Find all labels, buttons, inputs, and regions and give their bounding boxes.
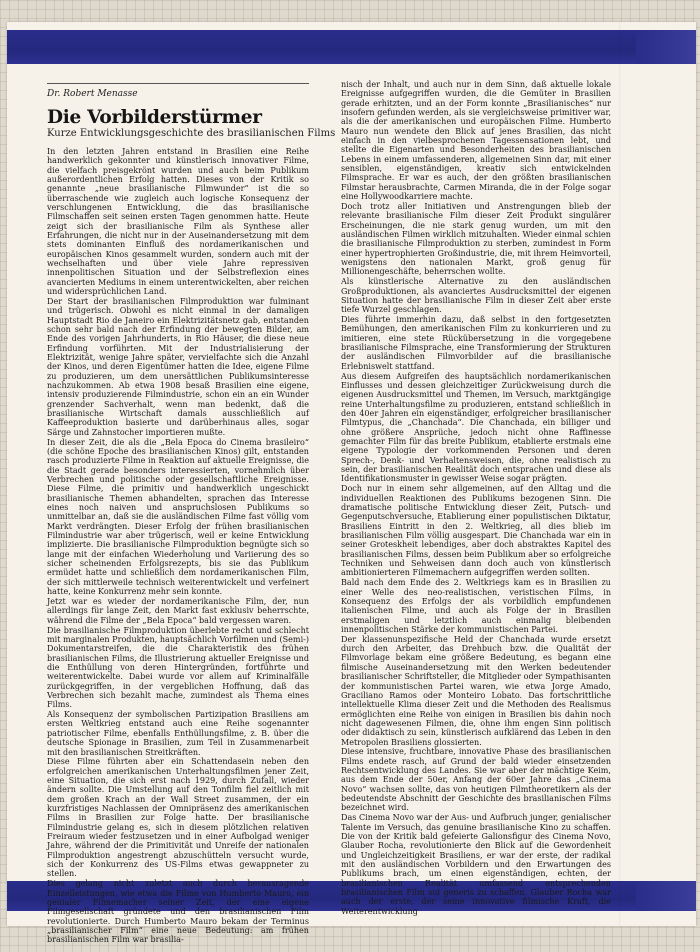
paragraph: Bald nach dem Ende des 2. Weltkriegs kam es in Brasilien zu einer Welle des neo-realistischen, veristischen Films, in Konsequenz des Erfolgs der als vorbildlich empfundenen italienischen Filme, und auch als Folge der in Brasilien erstmaligen und letztlich auch einmalig bleibenden innenpolitischen Stärke der kommunistischen Partei. <box>341 578 611 634</box>
magazine-page <box>7 22 696 945</box>
paragraph: Doch nur in einem sehr allgemeinen, auf den Alltag und die individuellen Reaktionen des Publikums bezogenen Sinn. Die dramatische politische Entwicklung dieser Zeit, Putsch- und Gegenputschversuche, Etablierung einer populistischen Diktatur, Brasiliens Eintritt in den 2. Weltkrieg, all dies blieb im brasilianischen Film völlig ausgespart. Die Chanchada war ein in seiner Groteskheit lebendiges, aber doch abstraktes Kapitel des brasilianischen Films, dessen beim Publikum aber so erfolgreiche Techniken und Sehweisen dann doch auch von künstlerisch ambitionierteren Filmemachern aufgegriffen werden sollten. <box>341 484 611 578</box>
article-subtitle: Kurze Entwicklungsgeschichte des brasilianischen Films <box>47 128 336 139</box>
paragraph: Aus diesem Aufgreifen des hauptsächlich nordamerikanischen Einflusses und dessen gleichzeitiger Zurückweisung durch die eigenen Ausdrucksmittel und Themen, im Versuch, marktgängige reine Unterhaltungsfilme zu produzieren, entstand schließlich in den 40er Jahren ein eigenständiger, erfolgreicher brasilianischer Filmtypus, die „Chanchada“. Die Chanchada, ein billiger und ohne größere Ansprüche, jedoch nicht ohne Raffinesse gemachter Film für das breite Publikum, etablierte erstmals eine eigene Typologie der vorkommenden Personen und deren Sprech-, Denk- und Verhaltensweisen, die, ohne realistisch zu sein, der brasilianischen Realität doch entsprachen und diese als Identifikationsmuster in gewisser Weise sogar prägten. <box>341 371 611 484</box>
author-line: Dr. Robert Menasse <box>47 83 309 99</box>
paragraph: Dies gelang nicht zuletzt auch durch herausragende Einzelleistungen, wie etwa die Filme von Humberto Mauro, ein genialer Filmemacher seiner Zeit, der eine eigene Filmgesellschaft gründete und den brasilianischen Film revolutionierte. Durch Humberto Mauro bekam der Terminus „brasilianischer Film“ eine neue Bedeutung: am frühen brasilianischen Film war brasilia- <box>47 879 309 945</box>
paragraph: nisch der Inhalt, und auch nur in dem Sinn, daß aktuelle lokale Ereignisse aufgegriffen wurden, die die Gemüter in Brasilien gerade erhitzten, und an der Form konnte „Brasilianisches“ nur insofern gefunden werden, als sie vergleichsweise primitiver war, als die der amerikanischen und europäischen Filme. Humberto Mauro nun wendete den Blick auf jenes Brasilien, das nicht einfach in den vielbesprochenen Tagessensationen lebt, und stellte die Eigenarten und Besonderheiten des brasilianischen Lebens in einem umfassenderen, allgemeinen Sinn dar, mit einer sensiblen, eigenständigen, kreativ sich entwickelnden Filmsprache. Er war es auch, der den größten brasilianischen Filmstar herausbrachte, Carmen Miranda, die in der Folge sogar eine Hollywoodkarriere machte. <box>341 80 611 202</box>
article-title: Die Vorbilderstürmer <box>47 107 262 128</box>
paragraph: Das Cinema Novo war der Aus- und Aufbruch junger, genialischer Talente im Versuch, das genuine brasilianische Kino zu schaffen. Die von der Kritik bald gefeierte Galionsfigur des Cinema Novo, Glauber Rocha, revolutionierte den Blick auf die Gewordenheit und Ungleichzeitigkeit Brasiliens, er war der erste, der radikal mit den ausländischen Vorbildern und den Erwartungen des Publikums brach, um einen eigenständigen, echten, der brasilianischen Realität umfassend entsprechenden brasilianischen Film sui generis zu schaffen. Glauber Rocha war auch der erste, der seine innovative filmische Kraft, die Weiterentwicklung <box>341 813 611 916</box>
paragraph: Jetzt war es wieder der nordamerikanische Film, der, nun allerdings für lange Zeit, den Markt fast exklusiv beherrschte, während die Filme der „Bela Epoca“ bald vergessen waren. <box>47 597 309 625</box>
paragraph: Diese Filme führten aber ein Schattendasein neben den erfolgreichen amerikanischen Unterhaltungsfilmen jener Zeit, eine Situation, die sich erst nach 1929, durch Zufall, wieder ändern sollte. Die Umstellung auf den Tonfilm fiel zeitlich mit dem großen Krach an der Wall Street zusammen, der ein kurzfristiges Nachlassen der Omnipräsenz des amerikanischen Films in Brasilien zur Folge hatte. Der brasilianische Filmindustrie gelang es, sich in diesem plötzlichen relativen Freiraum wieder festzusetzen und in einer Aufbolgad weniger Jahre, während der die Primitivität und Unreife der nationalen Filmproduktion angestrengt abzuschütteln versucht wurde, sich der Konkurrenz des US-Films etwas gewappneter zu stellen. <box>47 757 309 879</box>
page-fold <box>619 22 621 926</box>
paragraph: Als künstlerische Alternative zu den ausländischen Großproduktionen, als avanciertes Ausdrucksmittel der eigenen Situation hatte der brasilianische Film in dieser Zeit aber erste tiefe Wurzel geschlagen. <box>341 277 611 315</box>
paragraph: Doch trotz aller Initiativen und Anstrengungen blieb der relevante brasilianische Film dieser Zeit Produkt singulärer Erscheinungen, die nie stark genug wurden, um mit den ausländischen Filmen wirklich mitzuhalten. Wieder einmal schien die brasilianische Filmproduktion zu sterben, zumindest in Form einer hypertrophierten Großindustrie, die, mit ihrem Heimvorteil, wenigstens den nationalen Markt, groß genug für Millionengeschäfte, beherrschen wollte. <box>341 201 611 277</box>
paragraph: Der klassenunspezifische Held der Chanchada wurde ersetzt durch den Arbeiter, das Drehbuch bzw. die Qualität der Filmvorlage bekam eine größere Bedeutung, es begann eine filmische Auseinandersetzung mit den Werken bedeutender brasilianischer Schriftsteller, die Mitglieder oder Sympathisanten der kommunistischen Partei waren, wie etwa Jorge Amado, Graciliano Ramos oder Monteiro Lobato. Das fortschrittliche intellektuelle Klima dieser Zeit und die Methoden des Realismus ermöglichten eine Reihe von einigen in Brasilien bis dahin noch nicht dagewesenen Filmen, die, ohne ihm engen Sinn politisch oder didaktisch zu sein, künstlerisch aufklärend das Leben in den Metropolen Brasiliens glossierten. <box>341 634 611 747</box>
band-tab <box>636 881 696 911</box>
band-tab <box>636 30 696 64</box>
paragraph: Dies führte immerhin dazu, daß selbst in den fortgesetzten Bemühungen, den amerikanischen Film zu konkurrieren und zu imitieren, eine stete Rückübersetzung in die vorgegebene brasilianische Filmsprache, eine Transformierung der Strukturen der ausländischen Filmvorbilder auf die brasilianische Erlebniswelt stattfand. <box>341 315 611 371</box>
paragraph: Diese intensive, fruchtbare, innovative Phase des brasilianischen Films endete rasch, auf Grund der bald wieder einsetzenden Rechtsentwicklung des Landes. Sie war aber der mächtige Keim, aus dem Ende der 50er, Anfang der 60er Jahre das „Cinema Novo“ wachsen sollte, das von heutigen Filmtheoretikern als der bedeutendste Abschnitt der Geschichte des brasilianischen Films bezeichnet wird. <box>341 747 611 813</box>
left-text-column <box>47 147 309 945</box>
top-blue-band <box>7 30 696 64</box>
paragraph: Als Konsequenz der symbolischen Partizipation Brasiliens am ersten Weltkrieg entstand auch eine Reihe sogenannter patriotischer Filme, ebenfalls Enthüllungsfilme, z. B. über die deutsche Spionage in Brasilien, zum Teil in Zusammenarbeit mit den brasilianischen Streitkräften. <box>47 710 309 757</box>
paragraph: In dieser Zeit, die als die „Bela Epoca do Cinema brasileiro“ (die schöne Epoche des brasilianischen Kinos) gilt, entstanden rasch produzierte Filme in Reaktion auf aktuelle Ereignisse, die die Stadt gerade besonders interessierten, vornehmlich über Verbrechen und politische oder gesellschaftliche Ereignisse. Diese Filme, die primitiv und handwerklich ungeschickt brasilianische Themen abhandelten, sprachen das Interesse eines noch naiven und anspruchslosen Publikums so unmittelbar an, daß sie die ausländischen Filme fast völlig vom Markt verdrängten. Dieser Erfolg der frühen brasilianischen Filmindustrie war aber trügerisch, weil er keine Entwicklung implizierte. Die brasilianische Filmproduktion begnügte sich so lange mit der einfachen Wiederholung und Variierung des so sicher scheinenden Erfolgsrezepts, bis sie das Publikum ermüdet hatte und schließlich dem nordamerikanischen Film, der sich mittlerweile technisch weiterentwickelt und verfeinert hatte, keine Konkurrenz mehr sein konnte. <box>47 437 309 597</box>
paragraph: In den letzten Jahren entstand in Brasilien eine Reihe handwerklich gekonnter und künstlerisch innovativer Filme, die vielfach preisgekrönt wurden und auch beim Publikum außerordentlichen Erfolg hatten. Dieses von der Kritik so genannte „neue brasilianische Filmwunder“ ist die so überraschende wie zugleich auch logische Konsequenz der verschlungenen Entwicklung, die das brasilianische Filmschaffen seit seinen ersten Tagen genommen hatte. Heute zeigt sich der brasilianische Film als Synthese aller Erfahrungen, die nicht nur in der Auseinandersetzung mit dem stets dominanten Einfluß des nordamerikanischen und europäischen Kinos gesammelt wurden, sondern auch mit der wechselhaften und über viele Jahre repressiven innenpolitischen Situation und der Selbstreflexion eines avancierten Mediums in einem unterentwickelten, aber reichen und widersprüchlichen Land. <box>47 147 309 297</box>
paragraph: Der Start der brasilianischen Filmproduktion war fulminant und trügerisch. Obwohl es nicht einmal in der damaligen Hauptstadt Rio de Janeiro ein Elektrizitätsnetz gab, entstanden schon sehr bald nach der Erfindung der bewegten Bilder, am Ende des vorigen Jahrhunderts, in Rio Häuser, die diese neue Erfindung vorführten. Mit der Industrialisierung der Elektrizität, wenige Jahre später, vervielfachte sich die Anzahl der Kinos, und deren Eigentümer hatten die Idee, eigene Filme zu produzieren, um dem unersättlichen Publikumsinteresse nachzukommen. Ab etwa 1908 besaß Brasilien eine eigene, intensiv produzierende Filmindustrie, schon ein an ein Wunder grenzender Sachverhalt, wenn man bedenkt, daß die brasilianische Wirtschaft damals ausschließlich auf Kaffeeproduktion basierte und darüberhinaus alles, sogar Särge und Zahnstocher importieren mußte. <box>47 297 309 437</box>
right-text-column <box>341 80 611 916</box>
paragraph: Die brasilianische Filmproduktion überlebte recht und schlecht mit marginalen Produkten, hauptsächlich Vorfilmen und (Semi-) Dokumentarstreifen, die die Charakteristik des frühen brasilianischen Films, die Illustrierung aktueller Ereignisse und die Enthüllung von deren Hintergründen, fortführte und weiterentwickelte. Dabei wurde vor allem auf Kriminalfälle zurückgegriffen, in der vergeblichen Hoffnung, daß das Verbrechen sich bezahlt mache, zumindest als Thema eines Films. <box>47 625 309 710</box>
